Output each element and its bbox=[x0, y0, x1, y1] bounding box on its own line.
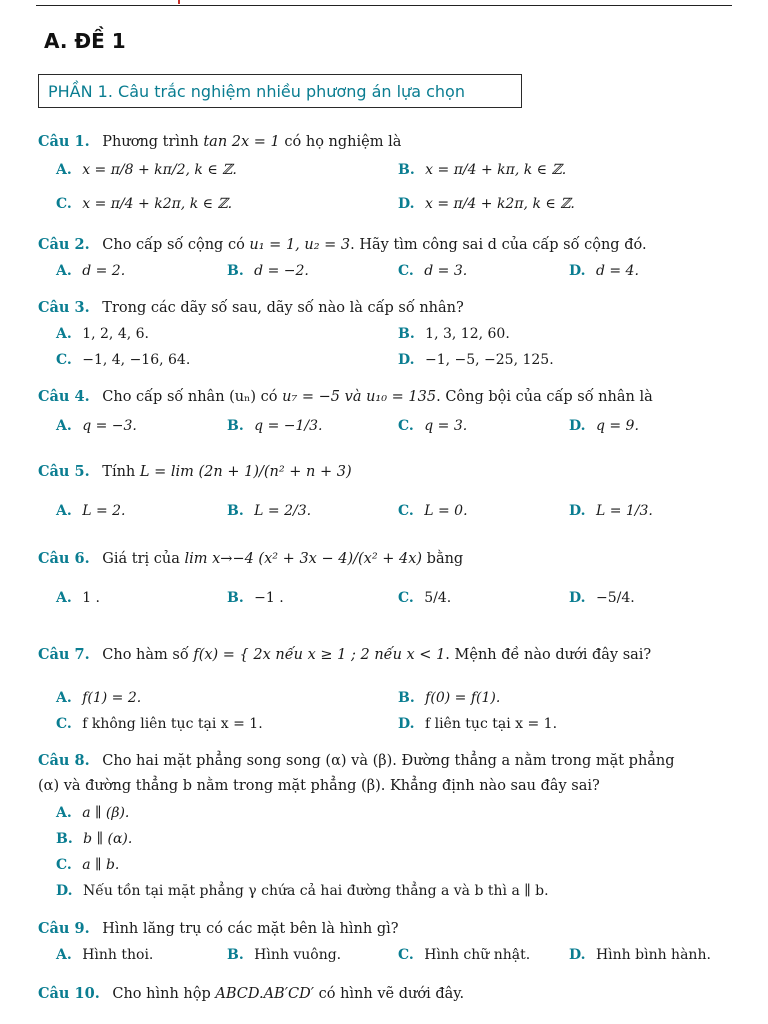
option-text: −1, 4, −16, 64. bbox=[82, 352, 191, 368]
option-b[interactable] bbox=[227, 590, 284, 606]
option-text: f(0) = f(1). bbox=[425, 690, 501, 706]
option-a[interactable] bbox=[56, 947, 153, 963]
question-number: Câu 8. bbox=[38, 752, 90, 769]
stem-math: L = lim (2n + 1)/(n² + n + 3) bbox=[139, 464, 352, 480]
option-text: Hình thoi. bbox=[82, 947, 154, 963]
stem-text: . Mệnh đề nào dưới đây sai? bbox=[445, 647, 652, 663]
question-number: Câu 5. bbox=[38, 463, 90, 480]
option-a[interactable] bbox=[56, 326, 149, 342]
option-label: C. bbox=[56, 857, 72, 873]
option-text: f không liên tục tại x = 1. bbox=[82, 716, 263, 732]
question-7 bbox=[38, 646, 651, 663]
question-1 bbox=[38, 133, 401, 150]
question-number: Câu 9. bbox=[38, 920, 90, 937]
option-label: A. bbox=[56, 690, 72, 706]
option-text: 1 . bbox=[82, 590, 101, 606]
option-label: B. bbox=[398, 690, 415, 706]
stem-math: u₇ = −5 và u₁₀ = 135 bbox=[282, 389, 437, 405]
stem-math: u₁ = 1, u₂ = 3 bbox=[249, 237, 351, 253]
question-number: Câu 7. bbox=[38, 646, 90, 663]
stem-text: . Công bội của cấp số nhân là bbox=[436, 389, 653, 405]
option-a[interactable] bbox=[56, 590, 100, 606]
stem-text: (α) và đường thẳng b nằm trong mặt phẳng (β). Khẳng định nào sau đây sai? bbox=[38, 778, 600, 794]
option-label: D. bbox=[398, 352, 415, 368]
option-text: 1, 3, 12, 60. bbox=[425, 326, 510, 342]
option-text: q = −3. bbox=[82, 418, 137, 434]
stem-text: Phương trình bbox=[102, 134, 199, 150]
option-c[interactable] bbox=[398, 503, 468, 519]
option-text: d = −2. bbox=[254, 263, 309, 279]
option-label: B. bbox=[227, 503, 244, 519]
question-2 bbox=[38, 236, 647, 253]
stem-text: Cho hai mặt phẳng song song (α) và (β). Đường thẳng a nằm trong mặt phẳng bbox=[102, 753, 675, 769]
option-d[interactable] bbox=[569, 947, 711, 963]
option-label: B. bbox=[398, 326, 415, 342]
stem-text: Cho cấp số nhân (uₙ) có bbox=[102, 389, 278, 405]
question-number: Câu 4. bbox=[38, 388, 90, 405]
stem-text: Hình lăng trụ có các mặt bên là hình gì? bbox=[102, 921, 399, 937]
option-b[interactable] bbox=[227, 418, 322, 434]
option-text: −5/4. bbox=[595, 590, 635, 606]
stem-text: có họ nghiệm là bbox=[284, 134, 402, 150]
option-a[interactable] bbox=[56, 503, 126, 519]
option-label: C. bbox=[398, 590, 414, 606]
option-d[interactable] bbox=[569, 263, 639, 279]
question-8 bbox=[38, 752, 675, 769]
header-mark bbox=[178, 0, 180, 4]
option-label: C. bbox=[398, 418, 414, 434]
header-rule bbox=[36, 5, 732, 6]
option-label: C. bbox=[398, 503, 414, 519]
option-c[interactable] bbox=[398, 590, 451, 606]
option-label: A. bbox=[56, 326, 72, 342]
option-label: B. bbox=[227, 590, 244, 606]
option-d[interactable] bbox=[569, 590, 635, 606]
option-c[interactable] bbox=[56, 196, 232, 212]
option-text: x = π/8 + kπ/2, k ∈ ℤ. bbox=[82, 162, 237, 178]
option-label: A. bbox=[56, 263, 72, 279]
option-text: f(1) = 2. bbox=[82, 690, 142, 706]
option-a[interactable] bbox=[56, 418, 137, 434]
option-a[interactable] bbox=[56, 690, 141, 706]
question-5 bbox=[38, 463, 352, 480]
option-text: a ∥ (β). bbox=[82, 805, 130, 821]
option-label: C. bbox=[398, 263, 414, 279]
option-d[interactable] bbox=[569, 503, 653, 519]
option-label: D. bbox=[569, 418, 586, 434]
option-text: Hình chữ nhật. bbox=[424, 947, 531, 963]
option-label: A. bbox=[56, 805, 72, 821]
option-a[interactable] bbox=[56, 162, 237, 178]
option-label: C. bbox=[56, 196, 72, 212]
option-text: L = 2/3. bbox=[254, 503, 312, 519]
stem-text: Cho hình hộp bbox=[112, 986, 211, 1002]
option-text: d = 2. bbox=[82, 263, 126, 279]
stem-math: tan 2x = 1 bbox=[203, 134, 280, 150]
option-b[interactable] bbox=[398, 326, 510, 342]
stem-text: . Hãy tìm công sai d của cấp số cộng đó. bbox=[350, 237, 647, 253]
question-3 bbox=[38, 299, 464, 316]
option-b[interactable] bbox=[227, 263, 309, 279]
question-number: Câu 2. bbox=[38, 236, 90, 253]
stem-text: Tính bbox=[102, 464, 136, 480]
option-text: a ∥ b. bbox=[82, 857, 120, 873]
option-label: D. bbox=[569, 263, 586, 279]
option-d[interactable] bbox=[398, 716, 557, 732]
question-number: Câu 3. bbox=[38, 299, 90, 316]
option-text: x = π/4 + k2π, k ∈ ℤ. bbox=[82, 196, 233, 212]
question-number: Câu 10. bbox=[38, 985, 100, 1002]
option-text: Hình vuông. bbox=[254, 947, 342, 963]
option-text: Nếu tồn tại mặt phẳng γ chứa cả hai đường thẳng a và b thì a ∥ b. bbox=[82, 883, 549, 899]
option-b[interactable] bbox=[227, 947, 341, 963]
option-label: C. bbox=[56, 716, 72, 732]
question-number: Câu 1. bbox=[38, 133, 90, 150]
option-b[interactable] bbox=[56, 831, 132, 847]
option-text: q = −1/3. bbox=[254, 418, 323, 434]
option-text: q = 3. bbox=[424, 418, 468, 434]
option-text: Hình bình hành. bbox=[595, 947, 711, 963]
option-label: B. bbox=[227, 418, 244, 434]
option-text: x = π/4 + k2π, k ∈ ℤ. bbox=[424, 196, 575, 212]
option-text: b ∥ (α). bbox=[83, 831, 133, 847]
option-label: C. bbox=[398, 947, 414, 963]
option-d[interactable] bbox=[398, 196, 575, 212]
option-label: B. bbox=[227, 947, 244, 963]
option-label: B. bbox=[227, 263, 244, 279]
stem-math: ABCD.AB′CD′ bbox=[215, 986, 315, 1002]
option-b[interactable] bbox=[227, 503, 311, 519]
stem-text: Giá trị của bbox=[102, 551, 180, 567]
option-text: q = 9. bbox=[595, 418, 639, 434]
stem-math: lim x→−4 (x² + 3x − 4)/(x² + 4x) bbox=[184, 551, 423, 567]
option-label: D. bbox=[56, 883, 73, 899]
option-text: 1, 2, 4, 6. bbox=[82, 326, 149, 342]
question-9 bbox=[38, 920, 399, 937]
option-c[interactable] bbox=[398, 418, 467, 434]
option-text: L = 2. bbox=[82, 503, 126, 519]
stem-text: Trong các dãy số sau, dãy số nào là cấp số nhân? bbox=[102, 300, 464, 316]
option-label: D. bbox=[569, 590, 586, 606]
option-c[interactable] bbox=[56, 716, 263, 732]
stem-text: Cho cấp số cộng có bbox=[102, 237, 245, 253]
option-a[interactable] bbox=[56, 263, 125, 279]
option-text: d = 4. bbox=[595, 263, 639, 279]
option-label: A. bbox=[56, 503, 72, 519]
question-8-line-2 bbox=[38, 778, 600, 794]
option-label: A. bbox=[56, 162, 72, 178]
stem-text: bằng bbox=[426, 551, 464, 567]
option-text: f liên tục tại x = 1. bbox=[424, 716, 558, 732]
option-text: L = 0. bbox=[424, 503, 468, 519]
option-c[interactable] bbox=[56, 857, 119, 873]
option-b[interactable] bbox=[398, 162, 566, 178]
option-text: −1 . bbox=[254, 590, 284, 606]
option-text: x = π/4 + kπ, k ∈ ℤ. bbox=[425, 162, 567, 178]
option-text: L = 1/3. bbox=[595, 503, 653, 519]
option-d[interactable] bbox=[398, 352, 554, 368]
option-label: D. bbox=[398, 196, 415, 212]
option-text: −1, −5, −25, 125. bbox=[424, 352, 554, 368]
option-label: B. bbox=[56, 831, 73, 847]
question-4 bbox=[38, 388, 653, 405]
option-text: d = 3. bbox=[424, 263, 468, 279]
stem-text: Cho hàm số bbox=[102, 647, 189, 663]
stem-text: có hình vẽ dưới đây. bbox=[318, 986, 465, 1002]
part-title: PHẦN 1. Câu trắc nghiệm nhiều phương án lựa chọn bbox=[38, 74, 522, 108]
option-label: D. bbox=[569, 947, 586, 963]
option-a[interactable] bbox=[56, 805, 129, 821]
question-6 bbox=[38, 550, 463, 567]
option-d[interactable] bbox=[56, 883, 549, 899]
question-10 bbox=[38, 985, 464, 1002]
option-label: D. bbox=[398, 716, 415, 732]
option-c[interactable] bbox=[56, 352, 190, 368]
option-label: A. bbox=[56, 590, 72, 606]
option-b[interactable] bbox=[398, 690, 500, 706]
question-number: Câu 6. bbox=[38, 550, 90, 567]
section-title: A. ĐỀ 1 bbox=[44, 29, 126, 53]
option-label: A. bbox=[56, 947, 72, 963]
stem-math: f(x) = { 2x nếu x ≥ 1 ; 2 nếu x < 1 bbox=[193, 647, 446, 663]
option-label: C. bbox=[56, 352, 72, 368]
option-label: A. bbox=[56, 418, 72, 434]
option-c[interactable] bbox=[398, 263, 467, 279]
option-d[interactable] bbox=[569, 418, 639, 434]
option-label: B. bbox=[398, 162, 415, 178]
option-c[interactable] bbox=[398, 947, 530, 963]
option-label: D. bbox=[569, 503, 586, 519]
option-text: 5/4. bbox=[424, 590, 452, 606]
